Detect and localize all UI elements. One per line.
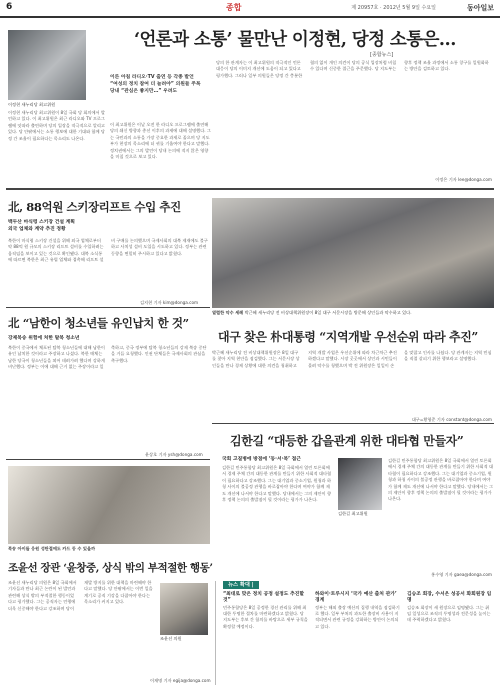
park-body: 박근혜 새누리당 전 비상대책위원장은 8일 대구를 찾아 지역 현안을 점검했다. 그는 서문시장 상인들을 만나 경제 상황에 대한 의견을 청취하고 지역 개발 사업은 우선순위에 따라 차근차근 추진하겠다고 말했다. 시장 곳곳에서 상인과 시민들이 몰려 악수를 청했으며 박 전 위원장은 일일이 손을 맞잡고 인사를 나눴다. 당 관계자는 지역 민심을 직접 살피기 위한 행보라고 설명했다. [212, 350, 492, 368]
youth-body: 북한이 중국에서 체포된 탈북 청소년들에 대해 남한이 유인 납치한 것이라고 주장하고 나섰다. 북한 매체는 남한 당국이 청소년들을 꾀어 데려가려 했다며 강하게 비난했다. 정부는 이에 대해 근거 없는 주장이라고 일축하고, 중국 정부에 탈북 청소년들의 강제 북송 중단을 거듭 요청했다. 인권 단체들은 국제사회의 관심을 촉구했다. [8, 345, 207, 370]
park-photo-caption-block [212, 310, 494, 322]
book-photo-caption: 북송 아이들 응원 성탄절에도 카드 등 수 있을까 [8, 546, 96, 551]
lead-body-right: 당의 한 관계자는 이 최고위원의 적극적인 언론 대응이 당의 이미지 개선에 도움이 되고 있다고 평가했다. 그러나 일부 의원들은 당정 간 충분한 협의 없이 개인 의견이 당의 공식 입장처럼 비칠 수 있다며 신중한 접근을 주문했다. 당 지도부는 향후 정책 조율 과정에서 소통 창구를 일원화하는 방안을 검토하고 있다. [216, 60, 489, 78]
kim-photo-caption: 김한길 최고위원 [338, 511, 368, 516]
park-headline[interactable]: 대구 찾은 朴대통령 “지역개발 우선순위 따라 추진” [218, 330, 478, 344]
lead-deck-line: 당내 “관심은 좋지만…” 우려도 [110, 89, 178, 94]
paper-name: 동아일보 [466, 4, 494, 12]
issue-info: 제 20957호 · 2012년 5월 9일 수요일 [351, 5, 436, 11]
kim-headline[interactable]: 김한길 “대등한 갑을관계 위한 대타협 만들자” [230, 434, 464, 448]
park-photo-caption: 박근혜 새누리당 전 비상대책위원장이 8일 대구 서문시장을 방문해 상인들과 악수하고 있다. [244, 310, 412, 315]
news-item-body: 민주통합당은 8일 공정한 경선 관리를 위해 최대한 투명한 절차를 마련하겠다고 밝혔다. 당 지도부는 후보 간 합의를 바탕으로 세부 규칙을 확정할 예정이다. [223, 605, 308, 629]
nk-headline-text: 北, 88억원 스키장리프트 수입 추진 [8, 200, 181, 214]
youth-byline: 윤상호 기자 ysh@donga.com [145, 452, 203, 457]
divider [6, 188, 494, 190]
nk-deck-line: 외국 업체와 계약 추진 정황 [8, 227, 66, 232]
park-photo [212, 198, 494, 308]
divider [6, 307, 210, 308]
news-box [223, 581, 494, 685]
lead-deck-line: “여성의 정치 참여 더 늘려야” 의원들 주목 [110, 82, 201, 87]
news-item[interactable] [315, 592, 401, 630]
kim-deck: 국회 고질병에 방점에 ‘동·서·북’ 접근 [222, 457, 301, 462]
news-item-title: 김승조 회장, 수서은 성공서 화회원장 임명 [407, 592, 492, 603]
news-item-body: 정부는 해외 출장 예산의 집행 내역을 점검하기로 했다. 일부 부처의 과도한 출장비 사용이 지적되면서 관련 규정을 강화하는 방안이 논의되고 있다. [315, 605, 400, 629]
nk-byline: 김지현 기자 kim@donga.com [140, 300, 199, 305]
news-item-title: 하와이·트루시지 ‘국가 예산 출처 관가’ 경계 [315, 592, 397, 603]
park-byline: 대구=황형준 기자 constant@donga.com [411, 417, 492, 422]
lead-photo-caption: 이정현 새누리당 최고위원 [8, 102, 56, 107]
jo-body: 조윤선 새누리당 의원은 8일 국회에서 기자들과 만나 최근 논란이 된 발언과 관련해 상식 밖의 부적절한 행동이었다고 평가했다. 그는 공직자는 언행에 더욱 신중해야 한다고 강조하며 당이 재발 방지를 위한 대책을 마련해야 한다고 말했다. 당 안팎에서는 이번 일을 계기로 공직 기강을 다잡아야 한다는 목소리가 커지고 있다. [8, 580, 153, 611]
page-header [0, 0, 500, 18]
news-box-label: 뉴스 확대 | [223, 581, 259, 589]
nk-body: 북한이 마식령 스키장 건설을 위해 외국 업체로부터 약 88억 원 규모의 스키장 리프트 설비를 수입하려는 움직임을 보이고 있는 것으로 확인됐다. 대북 소식통에 따르면 북한은 최근 유럽 업체와 접촉해 리프트 설비 구매를 논의했으며 국제사회의 대북 제재에도 불구하고 사치성 설비 도입을 시도하고 있다. 정부는 관련 동향을 면밀히 주시하고 있다고 밝혔다. [8, 238, 208, 263]
nk-headline[interactable] [8, 199, 181, 215]
lead-photo [8, 30, 86, 100]
kim-body: 김한길 민주통합당 최고위원은 8일 국회에서 열린 토론회에서 경제 주체 간의 대등한 관계를 만들기 위한 사회적 대타협이 필요하다고 강조했다. 그는 대기업과 중소기업, 원청과 하청 사이의 불공정 관행을 바로잡아야 한다며 여야가 함께 제도 개선에 나서야 한다고 말했다. 당내에서는 그의 제안이 향후 정책 논의의 출발점이 될 것이라는 평가가 나온다. [222, 465, 332, 503]
divider [6, 459, 210, 460]
nk-deck-line: 백두산 마식령 스키장 건설 계획 [8, 220, 75, 225]
lead-byline: 이정은 기자 lee@donga.com [435, 177, 492, 182]
lead-headline[interactable]: ‘언론과 소통’ 물만난 이정현, 당정 소통은… [134, 30, 456, 50]
lead-body-mid: 이 최고위원은 이날 오전 한 라디오 프로그램에 출연해 당의 쇄신 방향과 총선 이후의 과제에 대해 설명했다. 그는 국민과의 소통을 가장 중요한 과제로 꼽으며 당 지도부가 현장의 목소리에 더 귀를 기울여야 한다고 말했다. 정치권에서는 그의 발언이 당내 논의에 적지 않은 영향을 미칠 것으로 보고 있다. [110, 122, 211, 160]
jo-photo [160, 583, 208, 635]
lead-deck-line: 이른 아침 라디오·TV 출연 등 각종 발언 [110, 75, 194, 80]
kim-byline: 홍수영 기자 gaea@donga.com [431, 572, 492, 577]
youth-deck: 강제북송 위험에 처한 탈북 청소년 [8, 336, 80, 341]
nk-deck [8, 219, 104, 235]
lead-deck [110, 74, 212, 122]
youth-headline[interactable]: 北 “남한이 청소년들 유인납치 한 것” [8, 316, 189, 330]
section-label: 종합 [226, 3, 242, 12]
page-number: 6 [6, 2, 13, 12]
news-item-title: “최대로 맞은 정치 공정 설정도 추진할 것” [223, 592, 305, 603]
news-item[interactable] [223, 592, 309, 630]
jo-headline[interactable]: 조윤선 장관 ‘윤창중, 상식 밖의 부적절한 행동’ [8, 562, 213, 574]
park-photo-label: 열렬한 악수 세례 [212, 310, 244, 315]
jo-photo-caption: 조윤선 의원 [160, 636, 182, 641]
column-rule [215, 581, 216, 685]
kim-body-cont: 김한길 민주통합당 최고위원은 8일 국회에서 열린 토론회에서 경제 주체 간의 대등한 관계를 만들기 위한 사회적 대타협이 필요하다고 강조했다. 그는 대기업과 중소기업, 원청과 하청 사이의 불공정 관행을 바로잡아야 한다며 여야가 함께 제도 개선에 나서야 한다고 말했다. 당내에서는 그의 제안이 향후 정책 논의의 출발점이 될 것이라는 평가가 나온다. [388, 458, 494, 502]
news-item[interactable] [407, 592, 493, 624]
lead-subline: [종합뉴스] [370, 52, 394, 58]
lead-body-left: 이정현 새누리당 최고위원이 8일 국회 당 회의에서 발언하고 있다. 이 최고위원은 최근 라디오와 TV 프로그램에 잇따라 출연하며 당의 입장을 적극적으로 알리고 있다. 당 안팎에서는 소통 행보에 대한 기대와 함께 당정 간 조율이 필요하다는 목소리도 나온다. [8, 110, 105, 141]
jo-byline: 이재명 기자 egija@donga.com [150, 678, 211, 683]
book-photo [8, 466, 210, 544]
kim-photo [338, 458, 382, 510]
divider [212, 423, 494, 424]
news-item-body: 김승조 회장이 새 원장으로 임명됐다. 그는 취임 일성으로 조직의 투명성과 전문성을 높이는 데 주력하겠다고 밝혔다. [407, 605, 491, 623]
